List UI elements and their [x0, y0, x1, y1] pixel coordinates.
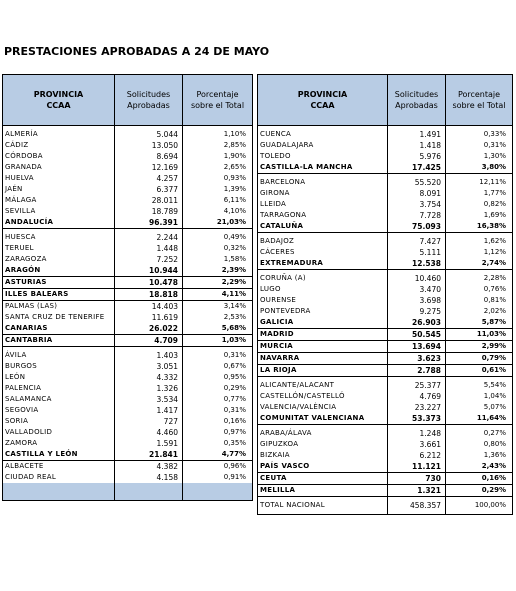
table-row: [3, 416, 253, 427]
solicitudes-cell: 8.694: [115, 151, 183, 162]
solicitudes-cell: 21.841: [115, 449, 183, 461]
provincia-cell: COMUNITAT VALENCIANA: [258, 413, 388, 425]
table-row: [3, 472, 253, 483]
porcentaje-cell: 0,16%: [446, 473, 513, 485]
porcentaje-cell: 0,31%: [483, 141, 506, 149]
porcentaje-cell: 0,32%: [223, 244, 246, 252]
porcentaje-cell: 0,97%: [223, 428, 246, 436]
solicitudes-cell: 10.944: [115, 265, 183, 277]
porcentaje-cell: 4,11%: [183, 289, 253, 301]
provincia-cell: ARAGÓN: [3, 265, 115, 277]
solicitudes-cell: 730: [388, 473, 446, 485]
solicitudes-cell: 6.212: [388, 450, 446, 461]
porcentaje-cell: 0,35%: [223, 439, 246, 447]
table-row: [258, 221, 513, 233]
solicitudes-cell: 50.545: [388, 329, 446, 341]
header-porcentaje: Porcentaje sobre el Total: [446, 75, 513, 126]
table-row: [3, 184, 253, 195]
solicitudes-cell: 3.470: [388, 284, 446, 295]
provincia-cell: ILLES BALEARS: [3, 289, 115, 301]
solicitudes-cell: 53.373: [388, 413, 446, 425]
table-row: [3, 301, 253, 313]
table-row: [258, 391, 513, 402]
provincia-cell: VALENCIA/VALÈNCIA: [258, 402, 388, 413]
table-row: [3, 206, 253, 217]
provincia-cell: PAÍS VASCO: [258, 461, 388, 473]
solicitudes-cell: 3.623: [388, 353, 446, 365]
table-row: [258, 151, 513, 162]
solicitudes-cell: 9.275: [388, 306, 446, 317]
header-row: [258, 75, 513, 126]
provincia-cell: ALBACETE: [3, 461, 115, 473]
porcentaje-cell: 0,29%: [446, 485, 513, 497]
left-table: [2, 74, 253, 501]
solicitudes-cell: 5.976: [388, 151, 446, 162]
table-row: [3, 312, 253, 323]
solicitudes-cell: 12.169: [115, 162, 183, 173]
header-provincia: PROVINCIA CCAA: [258, 75, 388, 126]
porcentaje-cell: 1,90%: [223, 152, 246, 160]
porcentaje-cell: 0,31%: [223, 406, 246, 414]
provincia-cell: MELILLA: [258, 485, 388, 497]
porcentaje-cell: 100,00%: [446, 497, 513, 515]
provincia-cell: GIPUZKOA: [258, 439, 388, 450]
solicitudes-cell: 25.377: [388, 380, 446, 391]
solicitudes-cell: 4.769: [388, 391, 446, 402]
porcentaje-cell: 0,82%: [483, 200, 506, 208]
table-row: [258, 317, 513, 329]
solicitudes-cell: 4.460: [115, 427, 183, 438]
provincia-cell: HUESCA: [3, 232, 115, 243]
header-solicitudes: Solicitudes Aprobadas: [115, 75, 183, 126]
table-row: [258, 210, 513, 221]
solicitudes-cell: 1.448: [115, 243, 183, 254]
porcentaje-cell: 0,29%: [223, 384, 246, 392]
table-row: [3, 217, 253, 229]
page-title: PRESTACIONES APROBADAS A 24 DE MAYO: [4, 45, 270, 58]
header-solicitudes: Solicitudes Aprobadas: [388, 75, 446, 126]
provincia-cell: JAÉN: [3, 184, 115, 195]
solicitudes-cell: 14.403: [115, 301, 183, 313]
solicitudes-cell: 28.011: [115, 195, 183, 206]
provincia-cell: CORUÑA (A): [258, 273, 388, 284]
solicitudes-cell: 727: [115, 416, 183, 427]
right-table: [257, 74, 513, 515]
porcentaje-cell: 5,68%: [183, 323, 253, 335]
porcentaje-cell: 2,29%: [183, 277, 253, 289]
provincia-cell: ALICANTE/ALACANT: [258, 380, 388, 391]
table-row: [258, 439, 513, 450]
table-row: [258, 365, 513, 377]
provincia-cell: PONTEVEDRA: [258, 306, 388, 317]
table-row: [3, 405, 253, 416]
porcentaje-cell: 1,10%: [223, 130, 246, 138]
porcentaje-cell: 6,11%: [223, 196, 246, 204]
solicitudes-cell: 4.332: [115, 372, 183, 383]
provincia-cell: VALLADOLID: [3, 427, 115, 438]
header-provincia: PROVINCIA CCAA: [3, 75, 115, 126]
table-row: [258, 402, 513, 413]
solicitudes-cell: 3.698: [388, 295, 446, 306]
provincia-cell: HUELVA: [3, 173, 115, 184]
porcentaje-cell: 16,38%: [446, 221, 513, 233]
table-row: [3, 195, 253, 206]
solicitudes-cell: 3.754: [388, 199, 446, 210]
table-row: [3, 335, 253, 347]
provincia-cell: ÁVILA: [3, 350, 115, 361]
solicitudes-cell: 23.227: [388, 402, 446, 413]
porcentaje-cell: 3,80%: [446, 162, 513, 174]
porcentaje-cell: 2,39%: [183, 265, 253, 277]
porcentaje-cell: 1,62%: [483, 237, 506, 245]
table-row: [258, 236, 513, 247]
solicitudes-cell: 96.391: [115, 217, 183, 229]
provincia-cell: MÁLAGA: [3, 195, 115, 206]
table-row: [258, 485, 513, 497]
table-row: [258, 329, 513, 341]
provincia-cell: CASTELLÓN/CASTELLÓ: [258, 391, 388, 402]
table-row: [258, 380, 513, 391]
provincia-cell: NAVARRA: [258, 353, 388, 365]
porcentaje-cell: 0,49%: [223, 233, 246, 241]
header-porcentaje: Porcentaje sobre el Total: [183, 75, 253, 126]
solicitudes-cell: 4.158: [115, 472, 183, 483]
provincia-cell: TARRAGONA: [258, 210, 388, 221]
porcentaje-cell: 5,54%: [483, 381, 506, 389]
porcentaje-cell: 5,07%: [483, 403, 506, 411]
solicitudes-cell: 12.538: [388, 258, 446, 270]
porcentaje-cell: 0,31%: [223, 351, 246, 359]
provincia-cell: ALMERÍA: [3, 129, 115, 140]
provincia-cell: EXTREMADURA: [258, 258, 388, 270]
provincia-cell: ARABA/ÁLAVA: [258, 428, 388, 439]
solicitudes-cell: 4.709: [115, 335, 183, 347]
footer-fill-row: [3, 483, 253, 501]
table-row: [258, 461, 513, 473]
table-row: [258, 284, 513, 295]
provincia-cell: LEÓN: [3, 372, 115, 383]
porcentaje-cell: 3,14%: [223, 302, 246, 310]
porcentaje-cell: 0,91%: [223, 473, 246, 481]
porcentaje-cell: 4,10%: [223, 207, 246, 215]
provincia-cell: MURCIA: [258, 341, 388, 353]
solicitudes-cell: 26.022: [115, 323, 183, 335]
table-row: [258, 450, 513, 461]
table-row: [258, 129, 513, 140]
solicitudes-cell: 7.252: [115, 254, 183, 265]
provincia-cell: ZARAGOZA: [3, 254, 115, 265]
provincia-cell: CATALUÑA: [258, 221, 388, 233]
provincia-cell: LLEIDA: [258, 199, 388, 210]
header-row: [3, 75, 253, 126]
provincia-cell: ZAMORA: [3, 438, 115, 449]
table-row: [3, 277, 253, 289]
solicitudes-cell: 1.417: [115, 405, 183, 416]
provincia-cell: CANTABRIA: [3, 335, 115, 347]
porcentaje-cell: 1,04%: [483, 392, 506, 400]
porcentaje-cell: 1,30%: [483, 152, 506, 160]
porcentaje-cell: 11,03%: [446, 329, 513, 341]
solicitudes-cell: 1.326: [115, 383, 183, 394]
provincia-cell: SORIA: [3, 416, 115, 427]
porcentaje-cell: 2,65%: [223, 163, 246, 171]
porcentaje-cell: 2,02%: [483, 307, 506, 315]
porcentaje-cell: 1,69%: [483, 211, 506, 219]
table-row: [3, 438, 253, 449]
porcentaje-cell: 0,77%: [223, 395, 246, 403]
solicitudes-cell: 18.789: [115, 206, 183, 217]
solicitudes-cell: 458.357: [388, 497, 446, 515]
solicitudes-cell: 55.520: [388, 177, 446, 188]
solicitudes-cell: 4.382: [115, 461, 183, 473]
provincia-cell: PALENCIA: [3, 383, 115, 394]
table-row: [3, 361, 253, 372]
provincia-cell: MADRID: [258, 329, 388, 341]
porcentaje-cell: 21,03%: [183, 217, 253, 229]
porcentaje-cell: 1,39%: [223, 185, 246, 193]
solicitudes-cell: 11.121: [388, 461, 446, 473]
provincia-cell: ASTURIAS: [3, 277, 115, 289]
table-row: [258, 497, 513, 515]
table-row: [3, 140, 253, 151]
porcentaje-cell: 0,95%: [223, 373, 246, 381]
solicitudes-cell: 3.661: [388, 439, 446, 450]
porcentaje-cell: 1,58%: [223, 255, 246, 263]
porcentaje-cell: 2,74%: [446, 258, 513, 270]
solicitudes-cell: 8.091: [388, 188, 446, 199]
porcentaje-cell: 0,79%: [446, 353, 513, 365]
porcentaje-cell: 0,16%: [223, 417, 246, 425]
table-row: [258, 353, 513, 365]
provincia-cell: CASTILLA-LA MANCHA: [258, 162, 388, 174]
table-row: [258, 188, 513, 199]
table-row: [258, 428, 513, 439]
solicitudes-cell: 13.694: [388, 341, 446, 353]
table-row: [3, 427, 253, 438]
porcentaje-cell: 0,96%: [223, 462, 246, 470]
solicitudes-cell: 10.460: [388, 273, 446, 284]
porcentaje-cell: 2,28%: [483, 274, 506, 282]
provincia-cell: GUADALAJARA: [258, 140, 388, 151]
solicitudes-cell: 1.591: [115, 438, 183, 449]
provincia-cell: CEUTA: [258, 473, 388, 485]
porcentaje-cell: 4,77%: [183, 449, 253, 461]
porcentaje-cell: 1,36%: [483, 451, 506, 459]
solicitudes-cell: 2.788: [388, 365, 446, 377]
provincia-cell: OURENSE: [258, 295, 388, 306]
porcentaje-cell: 1,12%: [483, 248, 506, 256]
solicitudes-cell: 1.321: [388, 485, 446, 497]
table-row: [3, 383, 253, 394]
table-row: [3, 461, 253, 473]
provincia-cell: BADAJOZ: [258, 236, 388, 247]
solicitudes-cell: 6.377: [115, 184, 183, 195]
table-row: [3, 449, 253, 461]
solicitudes-cell: 11.619: [115, 312, 183, 323]
provincia-cell: SALAMANCA: [3, 394, 115, 405]
table-row: [3, 129, 253, 140]
provincia-cell: CANARIAS: [3, 323, 115, 335]
solicitudes-cell: 1.403: [115, 350, 183, 361]
solicitudes-cell: 3.534: [115, 394, 183, 405]
solicitudes-cell: 2.244: [115, 232, 183, 243]
solicitudes-cell: 18.818: [115, 289, 183, 301]
solicitudes-cell: 1.248: [388, 428, 446, 439]
solicitudes-cell: 75.093: [388, 221, 446, 233]
table-row: [3, 243, 253, 254]
solicitudes-cell: 13.050: [115, 140, 183, 151]
porcentaje-cell: 0,67%: [223, 362, 246, 370]
porcentaje-cell: 0,93%: [223, 174, 246, 182]
provincia-cell: TOLEDO: [258, 151, 388, 162]
porcentaje-cell: 2,85%: [223, 141, 246, 149]
provincia-cell: GIRONA: [258, 188, 388, 199]
table-row: [3, 254, 253, 265]
table-row: [258, 162, 513, 174]
porcentaje-cell: 1,77%: [483, 189, 506, 197]
porcentaje-cell: 1,03%: [183, 335, 253, 347]
solicitudes-cell: 10.478: [115, 277, 183, 289]
table-row: [3, 394, 253, 405]
solicitudes-cell: 5.111: [388, 247, 446, 258]
table-row: [3, 350, 253, 361]
porcentaje-cell: 2,43%: [446, 461, 513, 473]
table-row: [258, 413, 513, 425]
solicitudes-cell: 17.425: [388, 162, 446, 174]
porcentaje-cell: 12,11%: [479, 178, 506, 186]
table-row: [258, 247, 513, 258]
provincia-cell: SEVILLA: [3, 206, 115, 217]
provincia-cell: CÓRDOBA: [3, 151, 115, 162]
provincia-cell: CÁDIZ: [3, 140, 115, 151]
table-row: [258, 199, 513, 210]
provincia-cell: BURGOS: [3, 361, 115, 372]
table-row: [258, 177, 513, 188]
provincia-cell: GRANADA: [3, 162, 115, 173]
table-row: [258, 258, 513, 270]
provincia-cell: CUENCA: [258, 129, 388, 140]
provincia-cell: CÁCERES: [258, 247, 388, 258]
provincia-cell: ANDALUCÍA: [3, 217, 115, 229]
table-row: [258, 273, 513, 284]
porcentaje-cell: 0,33%: [483, 130, 506, 138]
table-row: [3, 173, 253, 184]
provincia-cell: CIUDAD REAL: [3, 472, 115, 483]
porcentaje-cell: 11,64%: [446, 413, 513, 425]
solicitudes-cell: 26.903: [388, 317, 446, 329]
provincia-cell: SANTA CRUZ DE TENERIFE: [3, 312, 115, 323]
provincia-cell: GALICIA: [258, 317, 388, 329]
table-row: [258, 306, 513, 317]
solicitudes-cell: 7.728: [388, 210, 446, 221]
table-row: [3, 151, 253, 162]
table-row: [3, 265, 253, 277]
table-row: [258, 341, 513, 353]
provincia-cell: CASTILLA Y LEÓN: [3, 449, 115, 461]
solicitudes-cell: 7.427: [388, 236, 446, 247]
porcentaje-cell: 0,27%: [483, 429, 506, 437]
provincia-cell: SEGOVIA: [3, 405, 115, 416]
porcentaje-cell: 0,81%: [483, 296, 506, 304]
table-row: [3, 372, 253, 383]
porcentaje-cell: 2,99%: [446, 341, 513, 353]
table-row: [258, 473, 513, 485]
provincia-cell: LUGO: [258, 284, 388, 295]
provincia-cell: PALMAS (LAS): [3, 301, 115, 313]
provincia-cell: LA RIOJA: [258, 365, 388, 377]
solicitudes-cell: 1.418: [388, 140, 446, 151]
solicitudes-cell: 5.044: [115, 129, 183, 140]
porcentaje-cell: 0,61%: [446, 365, 513, 377]
provincia-cell: BIZKAIA: [258, 450, 388, 461]
table-row: [3, 232, 253, 243]
solicitudes-cell: 4.257: [115, 173, 183, 184]
provincia-cell: TOTAL NACIONAL: [258, 497, 388, 515]
provincia-cell: BARCELONA: [258, 177, 388, 188]
porcentaje-cell: 0,76%: [483, 285, 506, 293]
porcentaje-cell: 5,87%: [446, 317, 513, 329]
porcentaje-cell: 2,53%: [223, 313, 246, 321]
solicitudes-cell: 1.491: [388, 129, 446, 140]
table-row: [3, 289, 253, 301]
porcentaje-cell: 0,80%: [483, 440, 506, 448]
table-row: [3, 162, 253, 173]
provincia-cell: TERUEL: [3, 243, 115, 254]
solicitudes-cell: 3.051: [115, 361, 183, 372]
table-row: [258, 140, 513, 151]
table-row: [258, 295, 513, 306]
table-row: [3, 323, 253, 335]
